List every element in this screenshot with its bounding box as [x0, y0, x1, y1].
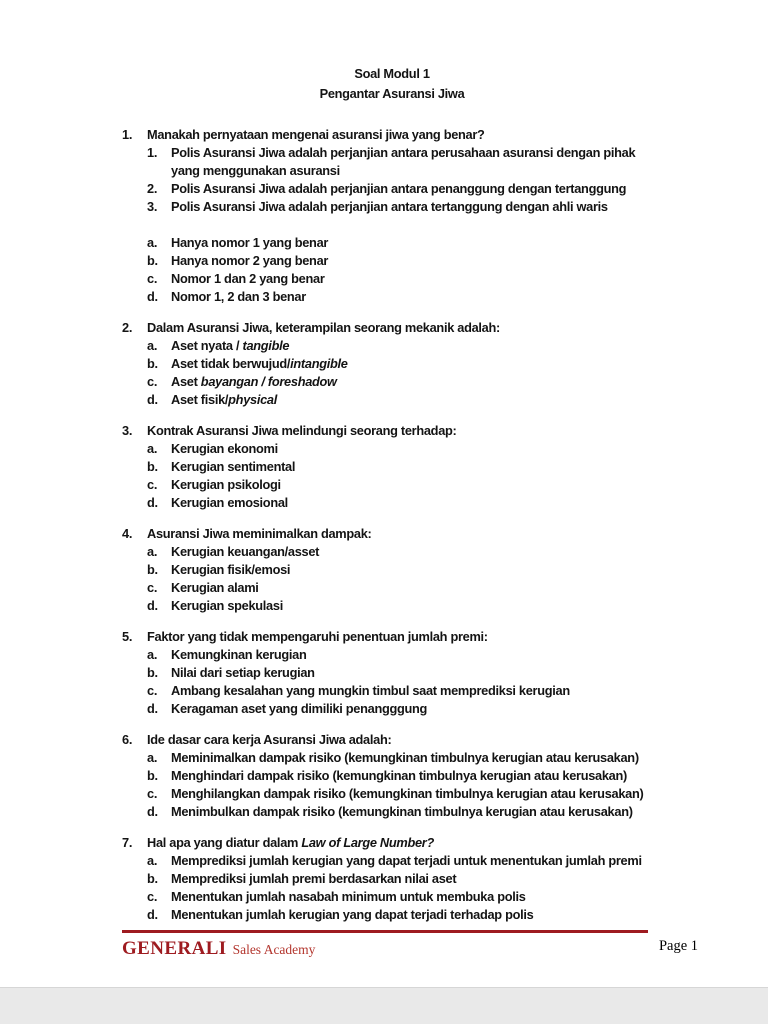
- item-marker: c.: [147, 271, 158, 286]
- item-text: [171, 906, 662, 924]
- item-marker: d.: [147, 701, 158, 716]
- text: Ambang kesalahan yang mungkin timbul saat memprediksi kerugian: [171, 683, 570, 698]
- answer-option: [147, 270, 662, 288]
- text: Menentukan jumlah kerugian yang dapat terjadi terhadap polis: [171, 907, 534, 922]
- question: [122, 126, 662, 306]
- answer-option: [147, 355, 662, 373]
- italic-text: Law of Large Number?: [301, 835, 434, 850]
- item-text: [171, 597, 662, 615]
- brand-sub: Sales Academy: [232, 942, 316, 957]
- answer-option: [147, 458, 662, 476]
- question-text: [147, 525, 662, 543]
- item-marker: a.: [147, 647, 158, 662]
- statement: [147, 180, 662, 198]
- text: Kemungkinan kerugian: [171, 647, 307, 662]
- item-marker: b.: [147, 253, 158, 268]
- text: Hanya nomor 2 yang benar: [171, 253, 329, 268]
- text: Menentukan jumlah nasabah minimum untuk membuka polis: [171, 889, 526, 904]
- item-marker: b.: [147, 356, 158, 371]
- answer-option: [147, 561, 662, 579]
- question-text: [147, 422, 662, 440]
- item-text: [171, 888, 662, 906]
- item-text: [171, 543, 662, 561]
- text: Aset nyata /: [171, 338, 243, 353]
- question-header: [122, 628, 662, 646]
- text: Polis Asuransi Jiwa adalah perjanjian antara penanggung dengan tertanggung: [171, 181, 627, 196]
- text: Kerugian spekulasi: [171, 598, 283, 613]
- text: Hanya nomor 1 yang benar: [171, 235, 329, 250]
- text: Faktor yang tidak mempengaruhi penentuan jumlah premi:: [147, 629, 488, 644]
- question-number: 4.: [122, 526, 133, 541]
- item-text: [171, 494, 662, 512]
- question-header: [122, 422, 662, 440]
- item-marker: a.: [147, 853, 158, 868]
- question: [122, 731, 662, 821]
- answer-option: [147, 252, 662, 270]
- question-header: [122, 834, 662, 852]
- item-text: [171, 803, 662, 821]
- answer-options: [147, 440, 662, 512]
- question-body: [147, 440, 662, 512]
- text: Ide dasar cara kerja Asuransi Jiwa adalah:: [147, 732, 392, 747]
- answer-options: [147, 852, 662, 924]
- answer-options: [147, 749, 662, 821]
- item-text: [171, 561, 662, 579]
- text: Kontrak Asuransi Jiwa melindungi seorang terhadap:: [147, 423, 457, 438]
- item-marker: b.: [147, 665, 158, 680]
- item-text: [171, 785, 662, 803]
- answer-option: [147, 440, 662, 458]
- item-text: [171, 749, 662, 767]
- text: Menghindari dampak risiko (kemungkinan timbulnya kerugian atau kerusakan): [171, 768, 627, 783]
- item-marker: d.: [147, 598, 158, 613]
- item-marker: c.: [147, 477, 158, 492]
- item-text: [171, 870, 662, 888]
- answer-option: [147, 476, 662, 494]
- answer-option: [147, 597, 662, 615]
- item-text: [171, 664, 662, 682]
- text: Keragaman aset yang dimiliki penangggung: [171, 701, 428, 716]
- answer-options: [147, 646, 662, 718]
- answer-option: [147, 767, 662, 785]
- text: Polis Asuransi Jiwa adalah perjanjian antara perusahaan asuransi dengan pihak yang menggunakan asuransi: [171, 145, 636, 178]
- question-number: 2.: [122, 320, 133, 335]
- question-text: [147, 834, 662, 852]
- footer-divider: [122, 930, 648, 933]
- page-number: Page 1: [658, 938, 698, 954]
- item-text: [171, 198, 662, 216]
- item-text: [171, 144, 662, 180]
- question: [122, 422, 662, 512]
- statement: [147, 198, 662, 216]
- item-marker: a.: [147, 338, 158, 353]
- item-text: [171, 476, 662, 494]
- text: Nilai dari setiap kerugian: [171, 665, 315, 680]
- answer-option: [147, 646, 662, 664]
- answer-option: [147, 337, 662, 355]
- text: Memprediksi jumlah kerugian yang dapat terjadi untuk menentukan jumlah premi: [171, 853, 642, 868]
- item-text: [171, 458, 662, 476]
- answer-options: [147, 543, 662, 615]
- page-bottom-edge: [0, 987, 768, 1024]
- answer-option: [147, 749, 662, 767]
- text: Aset: [171, 374, 201, 389]
- item-marker: 3.: [147, 199, 158, 214]
- text: Dalam Asuransi Jiwa, keterampilan seorang mekanik adalah:: [147, 320, 500, 335]
- text: Kerugian keuangan/asset: [171, 544, 320, 559]
- answer-option: [147, 888, 662, 906]
- statement: [147, 144, 662, 180]
- footer-brand: [122, 938, 648, 960]
- text: Polis Asuransi Jiwa adalah perjanjian antara tertanggung dengan ahli waris: [171, 199, 608, 214]
- text: Aset tidak berwujud/: [171, 356, 291, 371]
- item-text: [171, 355, 662, 373]
- text: Meminimalkan dampak risiko (kemungkinan timbulnya kerugian atau kerusakan): [171, 750, 639, 765]
- item-text: [171, 337, 662, 355]
- question-text: [147, 126, 662, 144]
- item-marker: b.: [147, 871, 158, 886]
- answer-option: [147, 579, 662, 597]
- text: Kerugian alami: [171, 580, 259, 595]
- question-body: [147, 852, 662, 924]
- question-number: 5.: [122, 629, 133, 644]
- italic-text: tangible: [242, 338, 290, 353]
- item-marker: 1.: [147, 145, 158, 160]
- question-number: 7.: [122, 835, 133, 850]
- numbered-statements: [147, 144, 662, 216]
- answer-option: [147, 682, 662, 700]
- answer-option: [147, 391, 662, 409]
- question-body: [147, 144, 662, 306]
- text: Memprediksi jumlah premi berdasarkan nilai aset: [171, 871, 457, 886]
- answer-option: [147, 852, 662, 870]
- question-header: [122, 731, 662, 749]
- item-text: [171, 579, 662, 597]
- questions-list: [122, 126, 662, 924]
- question-header: [122, 525, 662, 543]
- text: Asuransi Jiwa meminimalkan dampak:: [147, 526, 372, 541]
- question-header: [122, 319, 662, 337]
- title-line-2: Pengantar Asuransi Jiwa: [319, 86, 465, 101]
- item-marker: c.: [147, 374, 158, 389]
- question-number: 3.: [122, 423, 133, 438]
- text: Kerugian fisik/emosi: [171, 562, 291, 577]
- item-marker: a.: [147, 750, 158, 765]
- answer-option: [147, 543, 662, 561]
- item-text: [171, 270, 662, 288]
- item-text: [171, 391, 662, 409]
- question: [122, 525, 662, 615]
- italic-text: intangible: [290, 356, 348, 371]
- question-body: [147, 543, 662, 615]
- answer-option: [147, 785, 662, 803]
- answer-option: [147, 870, 662, 888]
- text: Kerugian sentimental: [171, 459, 296, 474]
- text: Nomor 1 dan 2 yang benar: [171, 271, 325, 286]
- item-marker: d.: [147, 495, 158, 510]
- item-marker: b.: [147, 562, 158, 577]
- item-text: [171, 700, 662, 718]
- text: Kerugian psikologi: [171, 477, 281, 492]
- question-text: [147, 731, 662, 749]
- item-marker: b.: [147, 768, 158, 783]
- item-text: [171, 646, 662, 664]
- item-marker: c.: [147, 580, 158, 595]
- item-marker: a.: [147, 441, 158, 456]
- item-text: [171, 180, 662, 198]
- answer-options: [147, 234, 662, 306]
- text: Menghilangkan dampak risiko (kemungkinan timbulnya kerugian atau kerusakan): [171, 786, 644, 801]
- item-marker: 2.: [147, 181, 158, 196]
- text: Kerugian emosional: [171, 495, 288, 510]
- answer-option: [147, 288, 662, 306]
- item-marker: a.: [147, 544, 158, 559]
- item-text: [171, 234, 662, 252]
- item-marker: d.: [147, 804, 158, 819]
- answer-option: [147, 700, 662, 718]
- document-title: [122, 64, 662, 104]
- title-line-1: Soal Modul 1: [354, 66, 430, 81]
- answer-option: [147, 803, 662, 821]
- text: Hal apa yang diatur dalam: [147, 835, 302, 850]
- item-text: [171, 682, 662, 700]
- item-marker: d.: [147, 289, 158, 304]
- answer-option: [147, 494, 662, 512]
- item-text: [171, 288, 662, 306]
- italic-text: physical: [228, 392, 277, 407]
- text: Aset fisik/: [171, 392, 229, 407]
- item-marker: c.: [147, 683, 158, 698]
- question-text: [147, 319, 662, 337]
- item-text: [171, 440, 662, 458]
- item-text: [171, 373, 662, 391]
- answer-options: [147, 337, 662, 409]
- item-text: [171, 252, 662, 270]
- question: [122, 628, 662, 718]
- item-text: [171, 852, 662, 870]
- question-body: [147, 749, 662, 821]
- question-number: 1.: [122, 127, 133, 142]
- item-text: [171, 767, 662, 785]
- text: Menimbulkan dampak risiko (kemungkinan timbulnya kerugian atau kerusakan): [171, 804, 633, 819]
- brand-name: GENERALI: [122, 938, 227, 959]
- answer-option: [147, 664, 662, 682]
- item-marker: c.: [147, 786, 158, 801]
- italic-text: bayangan / foreshadow: [200, 374, 337, 389]
- footer: [122, 930, 648, 960]
- item-marker: c.: [147, 889, 158, 904]
- item-marker: d.: [147, 907, 158, 922]
- text: Kerugian ekonomi: [171, 441, 278, 456]
- question-body: [147, 646, 662, 718]
- text: Nomor 1, 2 dan 3 benar: [171, 289, 306, 304]
- question-text: [147, 628, 662, 646]
- question: [122, 319, 662, 409]
- answer-option: [147, 234, 662, 252]
- question-header: [122, 126, 662, 144]
- question: [122, 834, 662, 924]
- question-body: [147, 337, 662, 409]
- question-number: 6.: [122, 732, 133, 747]
- item-marker: a.: [147, 235, 158, 250]
- answer-option: [147, 906, 662, 924]
- answer-option: [147, 373, 662, 391]
- item-marker: b.: [147, 459, 158, 474]
- text: Manakah pernyataan mengenai asuransi jiwa yang benar?: [147, 127, 485, 142]
- item-marker: d.: [147, 392, 158, 407]
